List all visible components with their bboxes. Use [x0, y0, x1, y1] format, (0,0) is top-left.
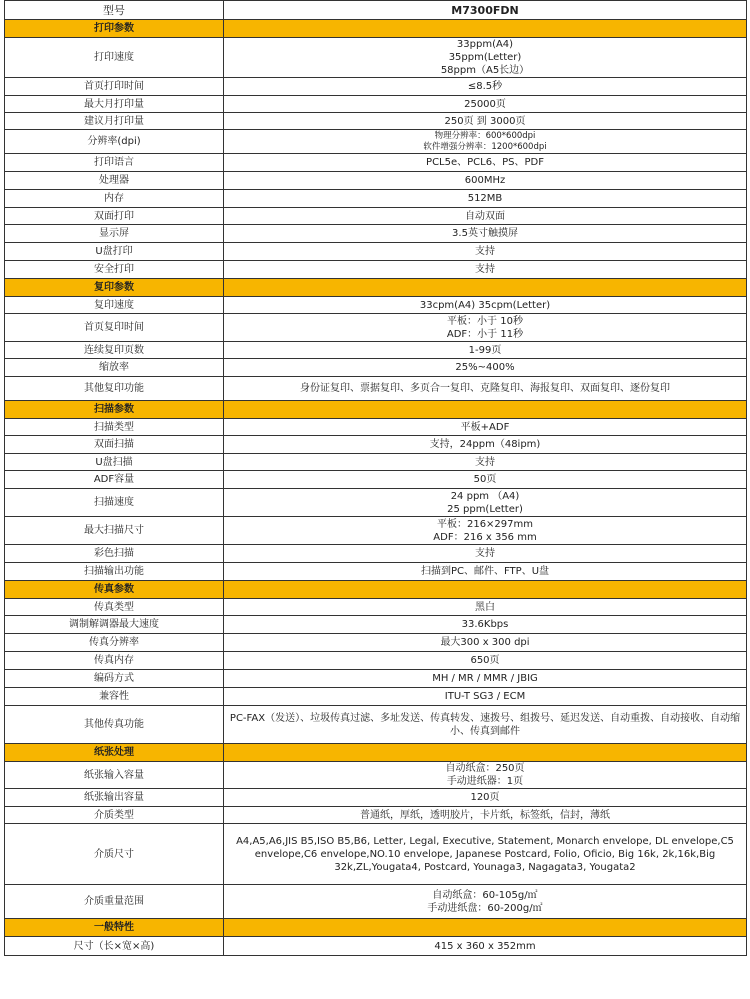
- spec-value: 650页: [224, 652, 747, 670]
- spec-row: [5, 706, 747, 744]
- section-header-row: [5, 581, 747, 599]
- spec-row: [5, 297, 747, 314]
- spec-value: 身份证复印、票据复印、多页合一复印、克隆复印、海报复印、双面复印、逐份复印: [224, 377, 747, 401]
- spec-value: 415 x 360 x 352mm: [224, 937, 747, 956]
- spec-label: 分辨率(dpi): [5, 130, 224, 154]
- spec-label: 安全打印: [5, 261, 224, 279]
- spec-label: 双面打印: [5, 208, 224, 225]
- spec-value: 黑白: [224, 599, 747, 616]
- spec-row: [5, 154, 747, 172]
- spec-row: [5, 96, 747, 113]
- spec-label: 传真类型: [5, 599, 224, 616]
- spec-label: 处理器: [5, 172, 224, 190]
- spec-label: 传真分辨率: [5, 634, 224, 652]
- spec-value: 自动纸盒：60-105g/㎡ 手动进纸盘：60-200g/㎡: [224, 885, 747, 919]
- spec-label: 首页复印时间: [5, 314, 224, 342]
- spec-label: 内存: [5, 190, 224, 208]
- spec-row: [5, 130, 747, 154]
- spec-value: 支持: [224, 261, 747, 279]
- spec-value: 支持: [224, 454, 747, 471]
- model-value: M7300FDN: [224, 1, 747, 20]
- spec-label: 打印速度: [5, 38, 224, 78]
- spec-label: 复印速度: [5, 297, 224, 314]
- spec-row: [5, 454, 747, 471]
- spec-label: 最大扫描尺寸: [5, 517, 224, 545]
- spec-value: 扫描到PC、邮件、FTP、U盘: [224, 563, 747, 581]
- spec-label: 打印语言: [5, 154, 224, 172]
- spec-table: [4, 0, 747, 956]
- section-fill: [224, 401, 747, 419]
- spec-value: 支持: [224, 545, 747, 563]
- spec-label: 最大月打印量: [5, 96, 224, 113]
- spec-value: 普通纸，厚纸，透明胶片，卡片纸，标签纸，信封，薄纸: [224, 807, 747, 824]
- spec-label: 扫描速度: [5, 489, 224, 517]
- spec-row: [5, 208, 747, 225]
- spec-row: [5, 789, 747, 807]
- spec-value: 支持，24ppm（48ipm): [224, 436, 747, 454]
- spec-row: [5, 824, 747, 885]
- spec-label: 扫描输出功能: [5, 563, 224, 581]
- section-fill: [224, 581, 747, 599]
- spec-value: PC-FAX（发送）、垃圾传真过滤、多址发送、传真转发、速拨号、组拨号、延迟发送、自动重拨、自动接收、自动缩小、传真到邮件: [224, 706, 747, 744]
- spec-value: 平板：小于 10秒 ADF：小于 11秒: [224, 314, 747, 342]
- section-header-row: [5, 401, 747, 419]
- spec-label: 连续复印页数: [5, 342, 224, 359]
- spec-row: [5, 172, 747, 190]
- spec-label: 传真内存: [5, 652, 224, 670]
- spec-label: 纸张输入容量: [5, 762, 224, 789]
- spec-row: [5, 807, 747, 824]
- spec-row: [5, 314, 747, 342]
- spec-label: 编码方式: [5, 670, 224, 688]
- spec-value: 512MB: [224, 190, 747, 208]
- spec-label: 兼容性: [5, 688, 224, 706]
- spec-value: 50页: [224, 471, 747, 489]
- spec-label: 建议月打印量: [5, 113, 224, 130]
- section-fill: [224, 279, 747, 297]
- spec-row: [5, 377, 747, 401]
- spec-value: 物理分辨率：600*600dpi 软件增强分辨率：1200*600dpi: [224, 130, 747, 154]
- spec-label: 扫描类型: [5, 419, 224, 436]
- section-title: 一般特性: [5, 919, 224, 937]
- spec-value: MH / MR / MMR / JBIG: [224, 670, 747, 688]
- spec-label: 尺寸（长×宽×高): [5, 937, 224, 956]
- spec-value: 支持: [224, 243, 747, 261]
- spec-value: A4,A5,A6,JIS B5,ISO B5,B6, Letter, Legal, Executive, Statement, Monarch envelope, DL envelope,C5 envelope,C6 envelope,NO.10 envelope, Japanese Postcard, Folio, Oficio, Big 16k, 2k,16k,Big 32k,ZL,Yougata4, Postcard, Younaga3, Nagagata3, Yougata2: [224, 824, 747, 885]
- spec-value: 33.6Kbps: [224, 616, 747, 634]
- spec-value: PCL5e、PCL6、PS、PDF: [224, 154, 747, 172]
- spec-row: [5, 190, 747, 208]
- spec-label: U盘扫描: [5, 454, 224, 471]
- spec-row: [5, 762, 747, 789]
- section-title: 打印参数: [5, 20, 224, 38]
- section-title: 传真参数: [5, 581, 224, 599]
- spec-row: [5, 599, 747, 616]
- spec-value: 33cpm(A4) 35cpm(Letter): [224, 297, 747, 314]
- section-fill: [224, 919, 747, 937]
- table-header-row: [5, 1, 747, 20]
- spec-value: 250页 到 3000页: [224, 113, 747, 130]
- section-fill: [224, 744, 747, 762]
- section-title: 纸张处理: [5, 744, 224, 762]
- spec-row: [5, 517, 747, 545]
- spec-row: [5, 688, 747, 706]
- spec-row: [5, 670, 747, 688]
- model-label: 型号: [5, 1, 224, 20]
- spec-value: 平板+ADF: [224, 419, 747, 436]
- spec-value: 600MHz: [224, 172, 747, 190]
- spec-value: 24 ppm （A4) 25 ppm(Letter): [224, 489, 747, 517]
- spec-row: [5, 419, 747, 436]
- spec-label: 彩色扫描: [5, 545, 224, 563]
- spec-row: [5, 261, 747, 279]
- spec-value: 平板：216×297mm ADF：216 x 356 mm: [224, 517, 747, 545]
- spec-row: [5, 113, 747, 130]
- spec-row: [5, 489, 747, 517]
- spec-label: U盘打印: [5, 243, 224, 261]
- spec-row: [5, 545, 747, 563]
- spec-label: 介质尺寸: [5, 824, 224, 885]
- spec-table-body: [5, 1, 747, 956]
- spec-value: ≤8.5秒: [224, 78, 747, 96]
- section-fill: [224, 20, 747, 38]
- spec-row: [5, 78, 747, 96]
- spec-label: 其他复印功能: [5, 377, 224, 401]
- spec-label: 其他传真功能: [5, 706, 224, 744]
- spec-row: [5, 634, 747, 652]
- spec-row: [5, 436, 747, 454]
- spec-value: 25%~400%: [224, 359, 747, 377]
- spec-row: [5, 885, 747, 919]
- spec-row: [5, 937, 747, 956]
- section-header-row: [5, 20, 747, 38]
- spec-row: [5, 359, 747, 377]
- spec-label: ADF容量: [5, 471, 224, 489]
- section-header-row: [5, 744, 747, 762]
- section-title: 复印参数: [5, 279, 224, 297]
- spec-row: [5, 652, 747, 670]
- spec-row: [5, 471, 747, 489]
- spec-value: 3.5英寸触摸屏: [224, 225, 747, 243]
- spec-value: 最大300 x 300 dpi: [224, 634, 747, 652]
- spec-label: 介质类型: [5, 807, 224, 824]
- spec-value: 自动纸盒：250页 手动进纸器：1页: [224, 762, 747, 789]
- spec-label: 介质重量范围: [5, 885, 224, 919]
- spec-label: 显示屏: [5, 225, 224, 243]
- spec-row: [5, 616, 747, 634]
- spec-value: 33ppm(A4) 35ppm(Letter) 58ppm（A5长边）: [224, 38, 747, 78]
- spec-row: [5, 243, 747, 261]
- spec-row: [5, 563, 747, 581]
- spec-value: 自动双面: [224, 208, 747, 225]
- spec-label: 首页打印时间: [5, 78, 224, 96]
- spec-value: 120页: [224, 789, 747, 807]
- section-title: 扫描参数: [5, 401, 224, 419]
- spec-value: ITU-T SG3 / ECM: [224, 688, 747, 706]
- section-header-row: [5, 279, 747, 297]
- spec-row: [5, 225, 747, 243]
- spec-label: 缩放率: [5, 359, 224, 377]
- spec-label: 纸张输出容量: [5, 789, 224, 807]
- spec-row: [5, 342, 747, 359]
- spec-value: 25000页: [224, 96, 747, 113]
- spec-value: 1-99页: [224, 342, 747, 359]
- spec-row: [5, 38, 747, 78]
- section-header-row: [5, 919, 747, 937]
- spec-label: 调制解调器最大速度: [5, 616, 224, 634]
- spec-label: 双面扫描: [5, 436, 224, 454]
